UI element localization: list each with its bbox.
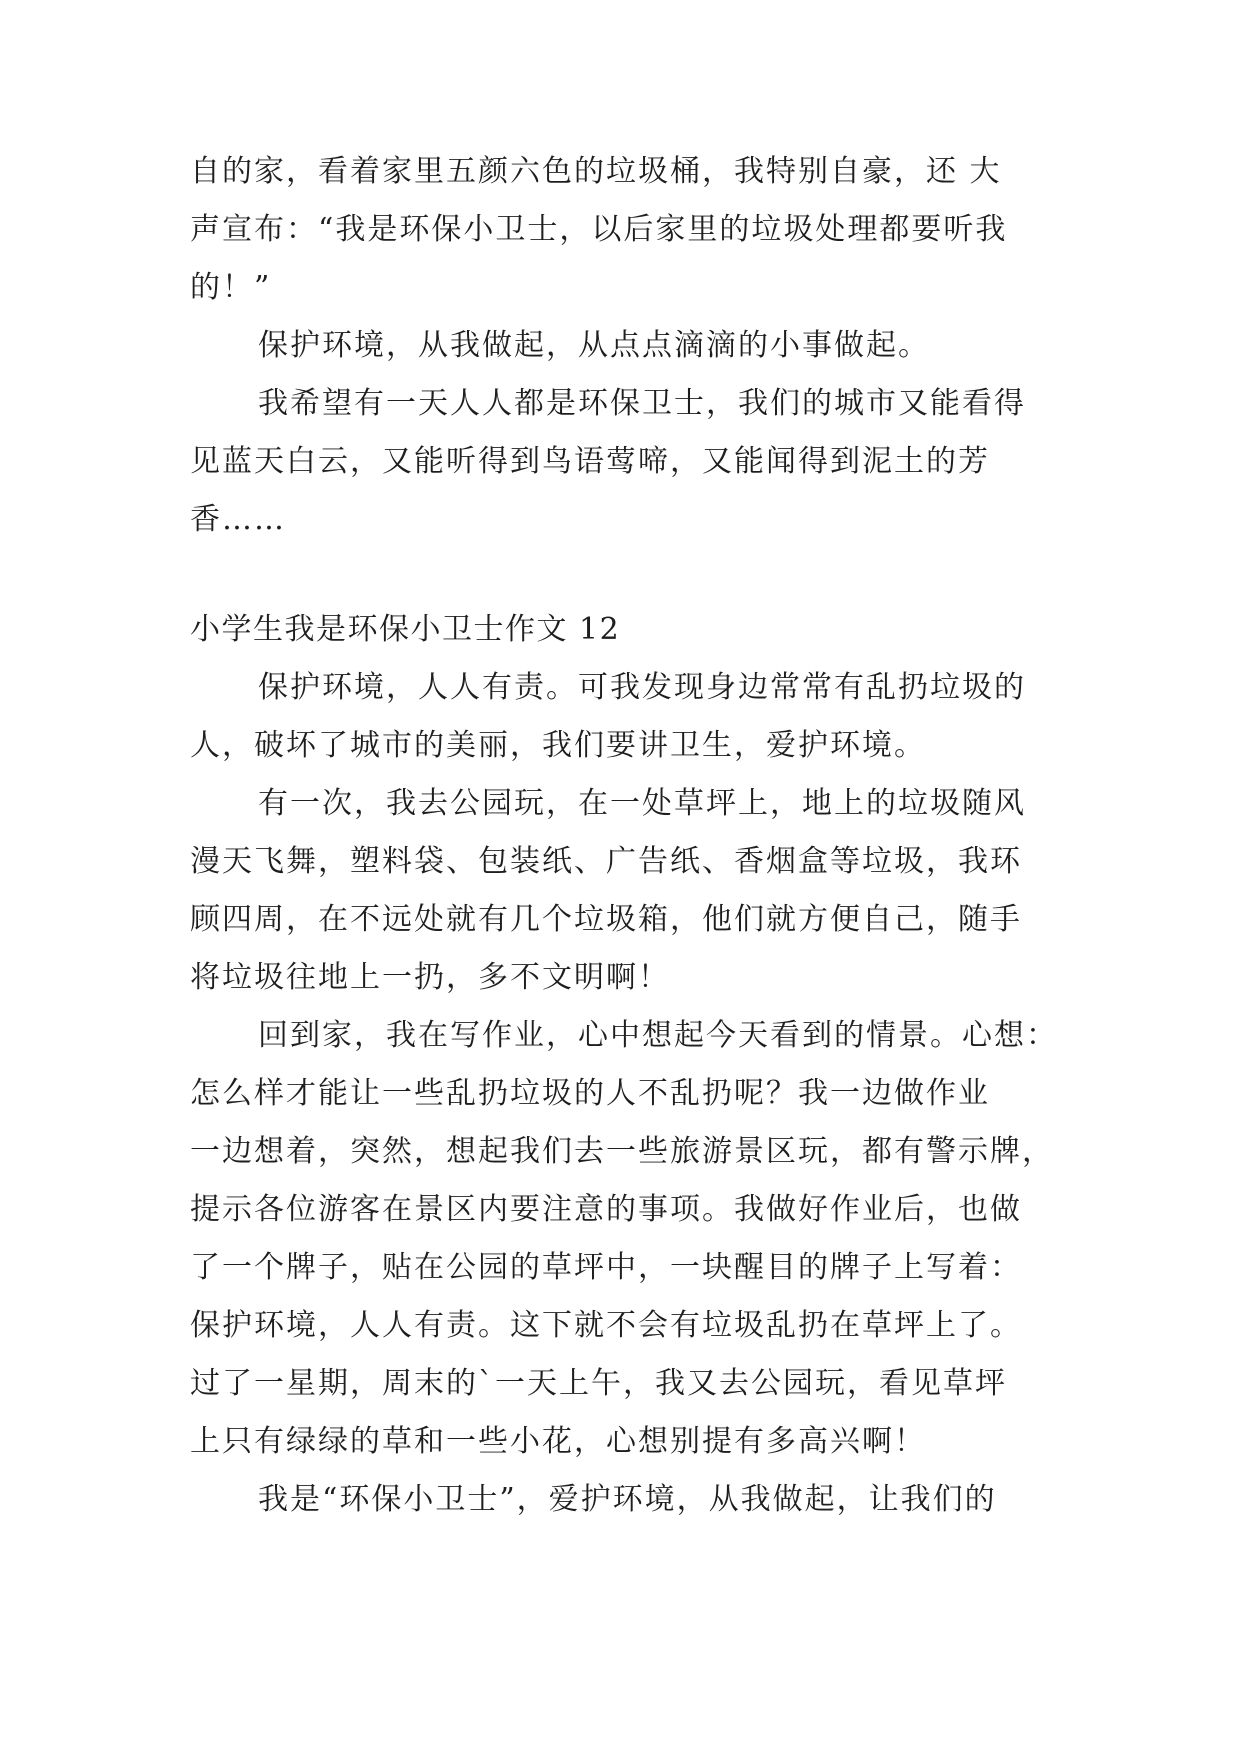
paragraph-first-line: 回到家，我在写作业，心中想起今天看到的情景。心想： [258, 1018, 1058, 1053]
text-line: 保护环境，人人有责。这下就不会有垃圾乱扔在草坪上了。 [190, 1308, 1022, 1343]
text-line: 顾四周，在不远处就有几个垃圾箱，他们就方便自己，随手 [190, 902, 1022, 937]
text-line: 香…… [190, 502, 286, 537]
text-line: 人，破坏了城市的美丽，我们要讲卫生，爱护环境。 [190, 728, 926, 763]
paragraph-first-line: 我是“环保小卫士”，爱护环境，从我做起，让我们的 [258, 1482, 997, 1517]
text-line: 将垃圾往地上一扔，多不文明啊！ [190, 960, 670, 995]
section-title: 小学生我是环保小卫士作文 12 [190, 612, 621, 647]
text-line: 声宣布：“我是环保小卫士，以后家里的垃圾处理都要听我 [190, 212, 1008, 247]
text-line: 见蓝天白云，又能听得到鸟语莺啼，又能闻得到泥土的芳 [190, 444, 990, 479]
paragraph-first-line: 有一次，我去公园玩，在一处草坪上，地上的垃圾随风 [258, 786, 1026, 821]
text-line: 了一个牌子，贴在公园的草坪中，一块醒目的牌子上写着： [190, 1250, 1022, 1285]
text-line: 漫天飞舞，塑料袋、包装纸、广告纸、香烟盒等垃圾，我环 [190, 844, 1022, 879]
text-line: 怎么样才能让一些乱扔垃圾的人不乱扔呢？我一边做作业 [190, 1076, 990, 1111]
paragraph-first-line: 保护环境，人人有责。可我发现身边常常有乱扔垃圾的 [258, 670, 1026, 705]
text-line: 过了一星期，周末的`一天上午，我又去公园玩，看见草坪 [190, 1366, 1007, 1401]
text-line: 自的家，看着家里五颜六色的垃圾桶，我特别自豪，还 大 [190, 154, 1002, 189]
text-line: 的！” [190, 270, 272, 305]
paragraph-first-line: 保护环境，从我做起，从点点滴滴的小事做起。 [258, 328, 930, 363]
paragraph-first-line: 我希望有一天人人都是环保卫士，我们的城市又能看得 [258, 386, 1026, 421]
text-line: 提示各位游客在景区内要注意的事项。我做好作业后，也做 [190, 1192, 1022, 1227]
text-line: 上只有绿绿的草和一些小花，心想别提有多高兴啊！ [190, 1424, 926, 1459]
text-line: 一边想着，突然，想起我们去一些旅游景区玩，都有警示牌， [190, 1134, 1054, 1169]
